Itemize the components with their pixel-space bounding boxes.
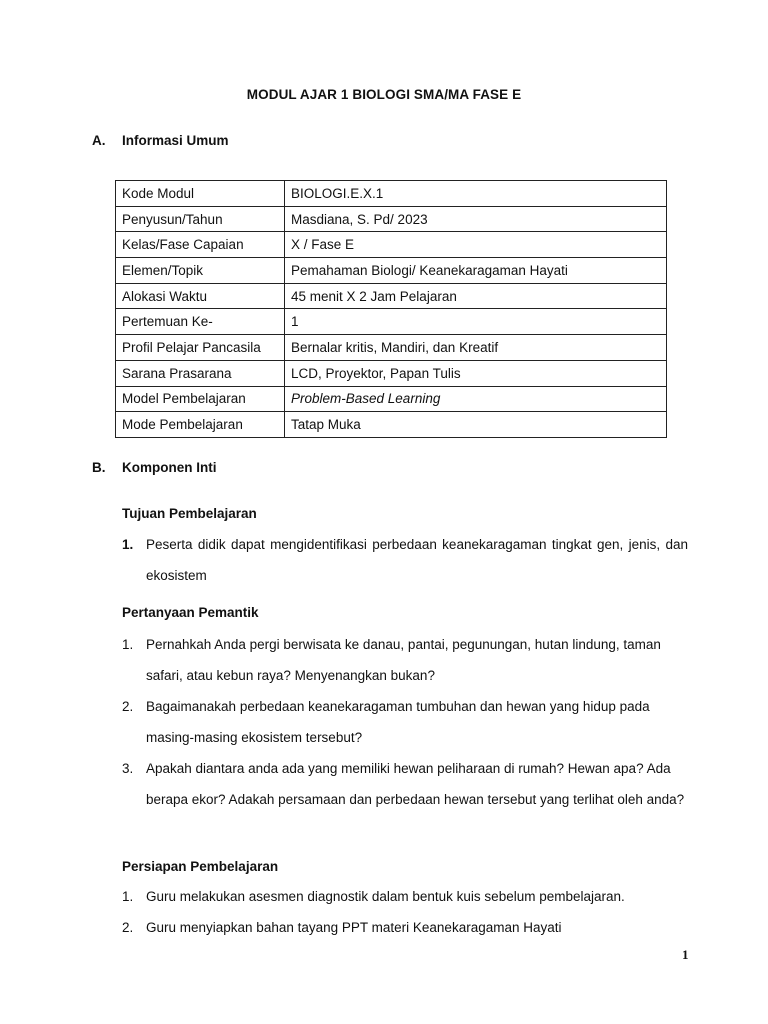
table-key-cell: Pertemuan Ke- [116, 309, 285, 335]
table-row [116, 309, 667, 335]
table-value-cell: LCD, Proyektor, Papan Tulis [285, 360, 667, 386]
section-a-heading [92, 133, 229, 148]
table-value-cell: 1 [285, 309, 667, 335]
section-b-letter: B. [92, 460, 106, 475]
list-item [122, 529, 688, 591]
list-item-text: Peserta didik dapat mengidentifikasi perbedaan keanekaragaman tingkat gen, jenis, dan ekosistem [146, 537, 688, 583]
section-b-heading [92, 460, 217, 475]
table-key-cell: Mode Pembelajaran [116, 412, 285, 438]
list-item [122, 881, 688, 912]
table-row [116, 258, 667, 284]
table-value-cell: Tatap Muka [285, 412, 667, 438]
section-a-title: Informasi Umum [122, 133, 229, 148]
table-row [116, 283, 667, 309]
page-number: 1 [682, 947, 689, 962]
table-value-cell: Bernalar kritis, Mandiri, dan Kreatif [285, 335, 667, 361]
list-item-number: 2. [122, 920, 134, 935]
table-row [116, 181, 667, 207]
section-a-letter: A. [92, 133, 106, 148]
list-item-text: Guru melakukan asesmen diagnostik dalam bentuk kuis sebelum pembelajaran. [146, 889, 625, 904]
table-value-cell: Pemahaman Biologi/ Keanekaragaman Hayati [285, 258, 667, 284]
list-item-text: Bagaimanakah perbedaan keanekaragaman tumbuhan dan hewan yang hidup pada masing-masing ekosistem tersebut? [146, 699, 650, 745]
table-row [116, 386, 667, 412]
table-key-cell: Alokasi Waktu [116, 283, 285, 309]
table-value-cell: 45 menit X 2 Jam Pelajaran [285, 283, 667, 309]
informasi-umum-table [115, 180, 667, 438]
table-row [116, 335, 667, 361]
table-key-cell: Sarana Prasarana [116, 360, 285, 386]
list-item-text: Guru menyiapkan bahan tayang PPT materi Keanekaragaman Hayati [146, 920, 562, 935]
persiapan-pembelajaran-list [122, 881, 688, 943]
table-key-cell: Elemen/Topik [116, 258, 285, 284]
table-row [116, 360, 667, 386]
persiapan-pembelajaran-heading: Persiapan Pembelajaran [122, 859, 279, 874]
table-key-cell: Model Pembelajaran [116, 386, 285, 412]
list-item-text: Pernahkah Anda pergi berwisata ke danau, pantai, pegunungan, hutan lindung, taman safari, atau kebun raya? Menyenangkan bukan? [146, 637, 661, 683]
tujuan-pembelajaran-list [122, 529, 688, 591]
pertanyaan-pemantik-heading: Pertanyaan Pemantik [122, 605, 259, 620]
table-row [116, 412, 667, 438]
list-item-number: 3. [122, 761, 134, 776]
table-row [116, 206, 667, 232]
list-item-number: 1. [122, 637, 134, 652]
list-item [122, 753, 688, 815]
document-title: MODUL AJAR 1 BIOLOGI SMA/MA FASE E [246, 87, 522, 102]
table-value-cell: X / Fase E [285, 232, 667, 258]
list-item [122, 912, 688, 943]
table-key-cell: Kode Modul [116, 181, 285, 207]
table-value-cell: BIOLOGI.E.X.1 [285, 181, 667, 207]
list-item-number: 1. [122, 889, 134, 904]
table-key-cell: Penyusun/Tahun [116, 206, 285, 232]
list-item-number: 1. [122, 537, 134, 552]
section-b-title: Komponen Inti [122, 460, 217, 475]
list-item [122, 629, 688, 691]
list-item [122, 691, 688, 753]
list-item-number: 2. [122, 699, 134, 714]
table-value-cell: Problem-Based Learning [285, 386, 667, 412]
table-key-cell: Profil Pelajar Pancasila [116, 335, 285, 361]
table-row [116, 232, 667, 258]
table-key-cell: Kelas/Fase Capaian [116, 232, 285, 258]
pertanyaan-pemantik-list [122, 629, 688, 815]
table-value-cell: Masdiana, S. Pd/ 2023 [285, 206, 667, 232]
list-item-text: Apakah diantara anda ada yang memiliki hewan peliharaan di rumah? Hewan apa? Ada berapa ekor? Adakah persamaan dan perbedaan hewan tersebut yang terlihat oleh anda? [146, 761, 685, 807]
tujuan-pembelajaran-heading: Tujuan Pembelajaran [122, 506, 257, 521]
